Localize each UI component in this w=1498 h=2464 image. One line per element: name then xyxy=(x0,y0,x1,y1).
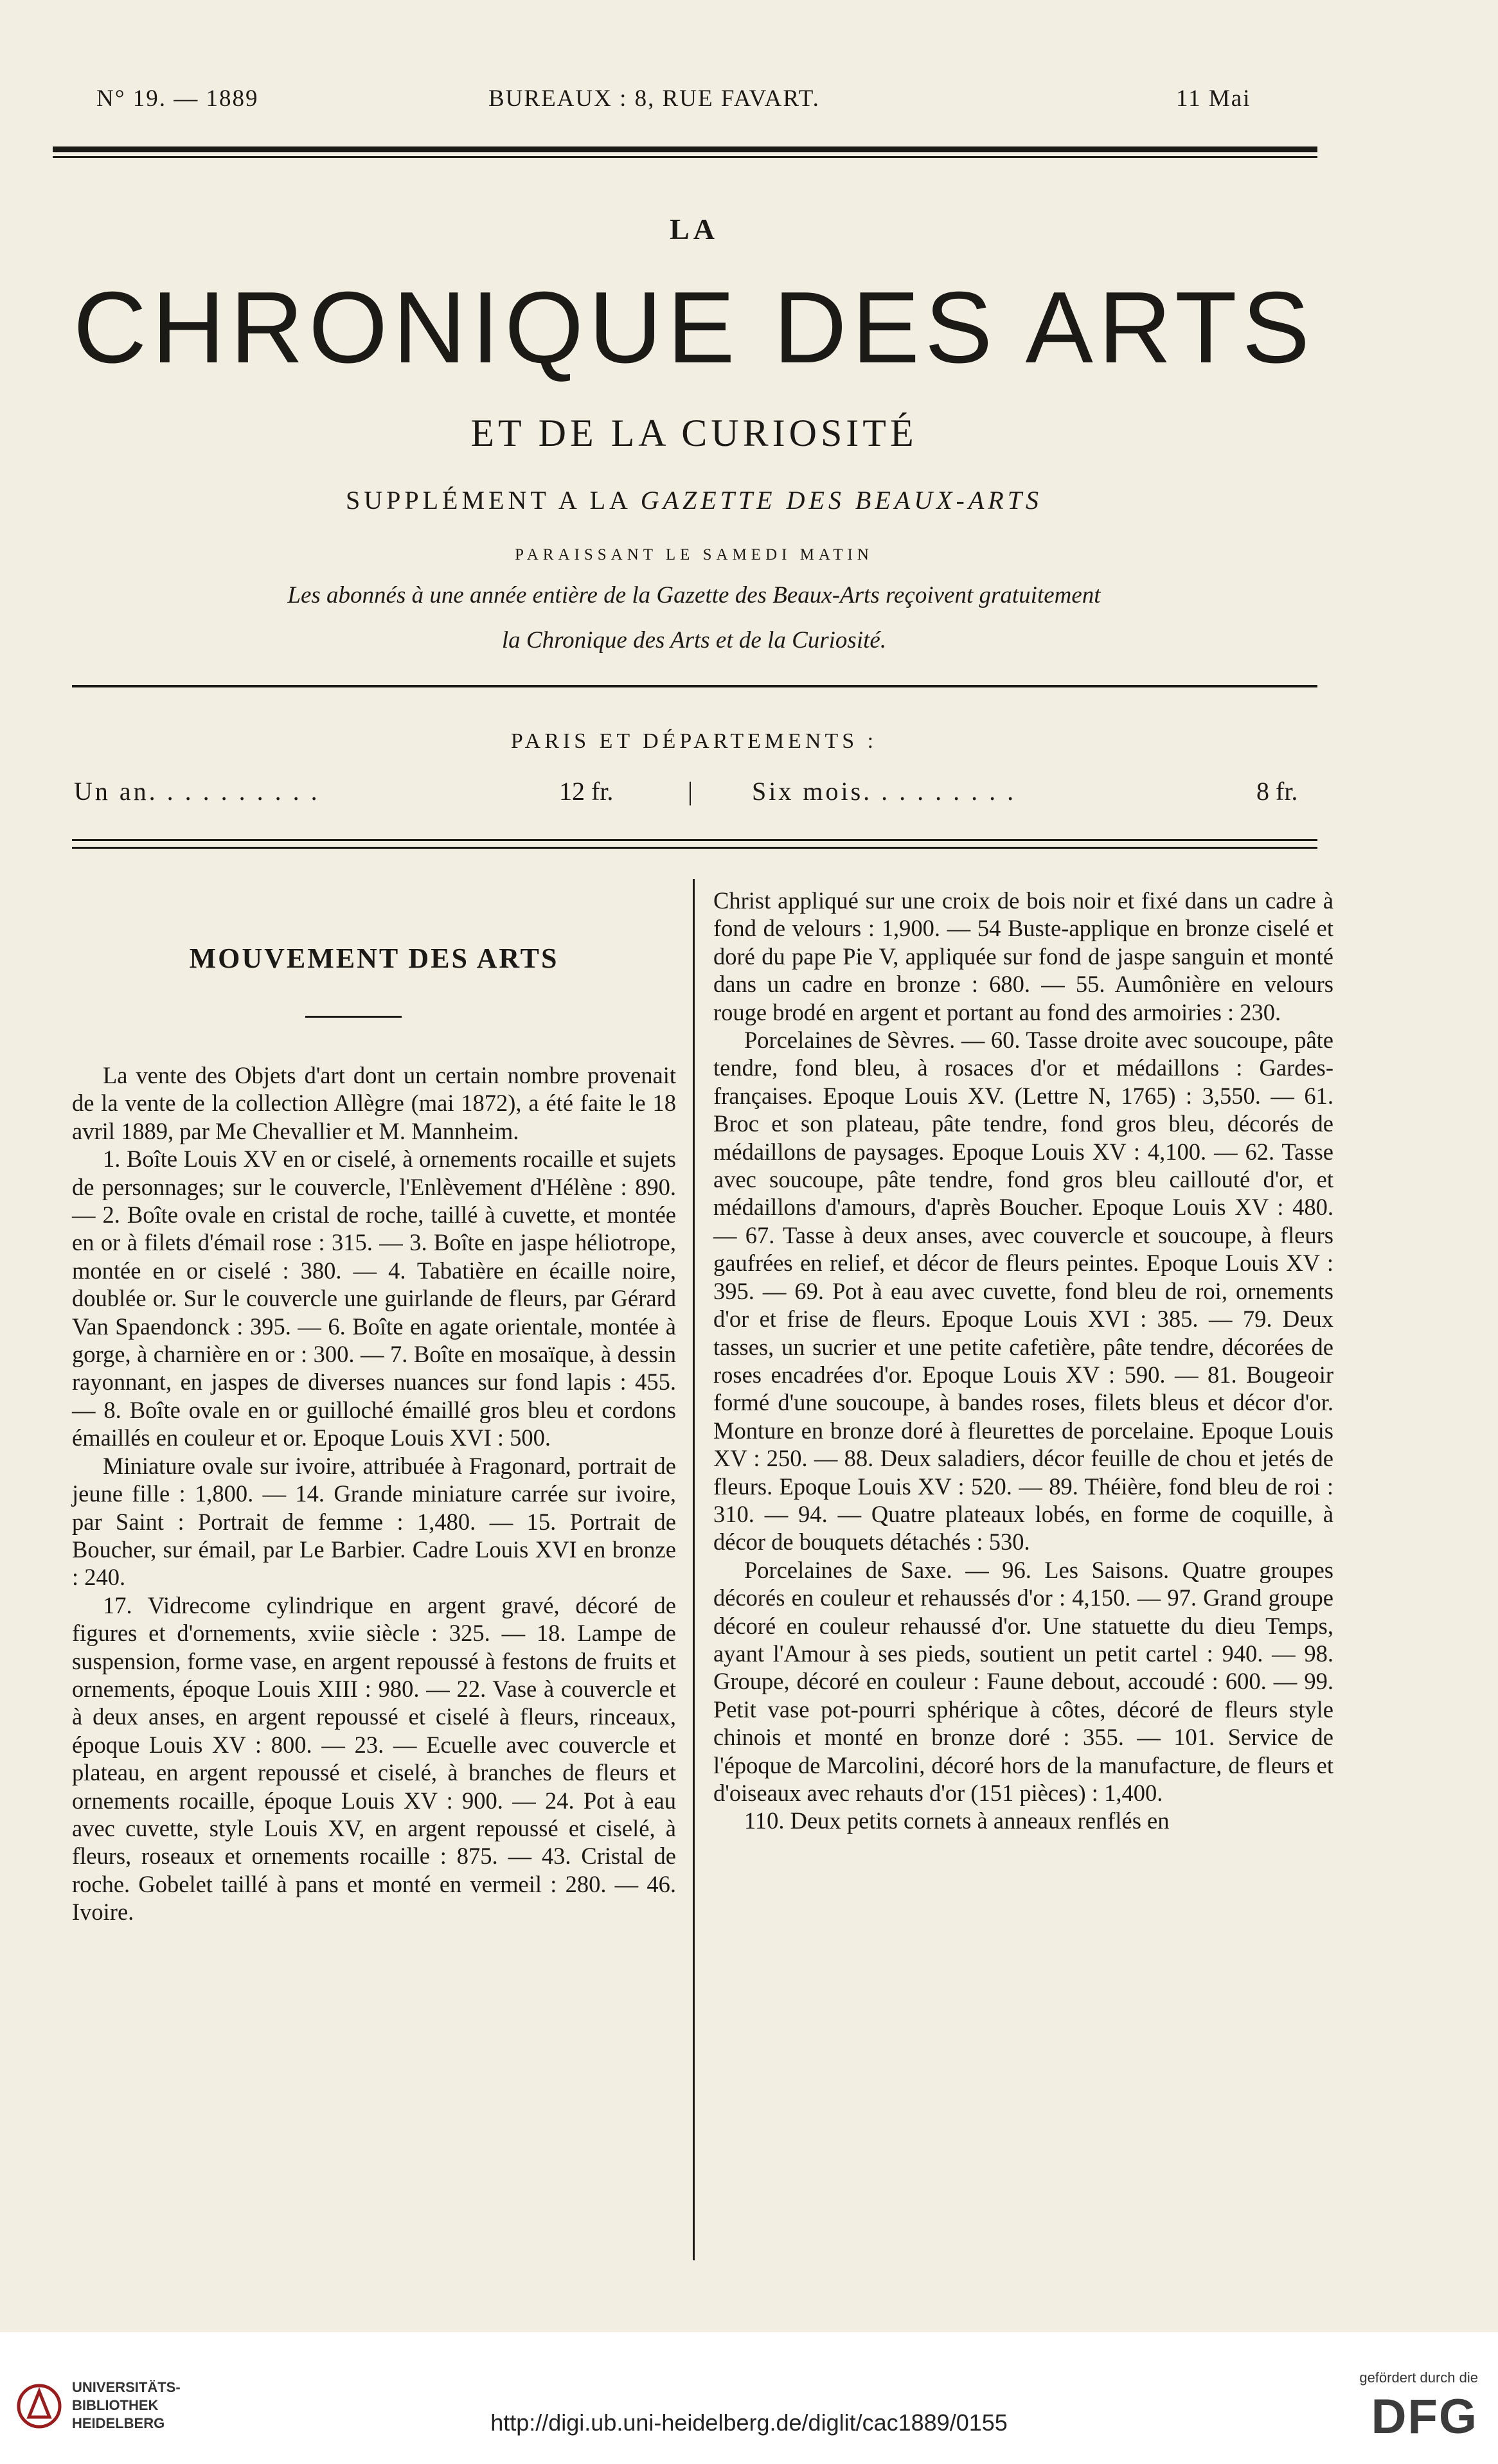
left-paragraph: La vente des Objets d'art dont un certain nombre provenait de la vente de la collection Allègre (mai 1872), a été faite le 18 avril 1889, par Me Chevallier et M. Mannheim. xyxy=(72,1062,676,1144)
header-heavy-rule xyxy=(53,146,1317,152)
article-title: MOUVEMENT DES ARTS xyxy=(189,943,559,974)
right-paragraph: 110. Deux petits cornets à anneaux renflés en xyxy=(744,1807,1170,1834)
office-address: BUREAUX : 8, RUE FAVART. xyxy=(488,85,820,112)
notice-line-2: la Chronique des Arts et de la Curiosité. xyxy=(501,627,887,653)
semester-label: Six mois. . . . . . . . . xyxy=(752,777,1017,806)
library-line-2: BIBLIOTHEK xyxy=(72,2397,159,2413)
library-line-1: UNIVERSITÄTS- xyxy=(72,2379,181,2395)
left-column xyxy=(72,1061,676,1926)
price-separator: | xyxy=(688,777,693,806)
left-paragraph: 1. Boîte Louis XV en or ciselé, à ornements rocaille et sujets de personnages; sur le couvercle, l'Enlèvement d'Hélène : 890. — 2. Boîte ovale en cristal de roche, taillé à cuvette, et montée en or à filets d'émail rose : 315. — 3. Boîte en jaspe héliotrope, montée en or ciselé : 380. — 4. Tabatière en écaille noire, doublée or. Sur le couvercle une guirlande de fleurs, par Gérard Van Spaendonck : 395. — 6. Boîte en agate orientale, montée à gorge, à charnière en or : 300. — 7. Boîte en mosaïque, à dessin rayonnant, en jaspes de diverses nuances sur fond lapis : 455. — 8. Boîte ovale en or guilloché émaillé gros bleu et cordons émaillés en couleur et or. Epoque Louis XVI : 500. xyxy=(72,1146,676,1451)
supplement-gazette: GAZETTE DES BEAUX-ARTS xyxy=(640,486,1042,515)
right-paragraph: Christ appliqué sur une croix de bois noir et fixé dans un cadre à fond de velours : 1,900. — 54 Buste-applique en bronze ciselé et doré du pape Pie V, appliquée sur fond de jaspe sanguin et monté dans un cadre en bronze : 680. — 55. Aumônière en velours rouge brodé en argent et portant au fond des armoiries : 230. xyxy=(713,887,1333,1025)
subscription-rule-1 xyxy=(72,839,1317,841)
right-paragraph: Porcelaines de Saxe. — 96. Les Saisons. Quatre groupes décorés en couleur et rehaussés d'or : 4,150. — 97. Grand groupe décoré en couleur rehaussé d'or. Une statuette du dieu Temps, ayant l'Amour à ses pieds, soutient un petit cartel : 940. — 98. Groupe, décoré en couleur : Faune debout, accoudé : 600. — 99. Petit vase pot-pourri sphérique à côtes, décoré de fleurs style chinois et monté en bronze doré : 355. — 101. Service de l'époque de Marcolini, décoré hors de la manufacture, de fleurs et d'oiseaux avec rehauts d'or (151 pièces) : 1,400. xyxy=(713,1556,1333,1806)
annual-label: Un an. . . . . . . . . . xyxy=(74,777,320,806)
left-paragraph: Miniature ovale sur ivoire, attribuée à Fragonard, portrait de jeune fille : 1,800. — 14. Grande miniature carrée sur ivoire, par Saint : Portrait de femme : 1,480. — 15. Portrait de Boucher, sur émail, par Le Barbier. Cadre Louis XVI en bronze : 240. xyxy=(72,1452,676,1591)
funder-logo: DFG xyxy=(1371,2389,1478,2444)
library-line-3: HEIDELBERG xyxy=(72,2415,165,2431)
header-thin-rule xyxy=(53,156,1317,158)
subscription-rule-2 xyxy=(72,847,1317,849)
right-paragraph: Porcelaines de Sèvres. — 60. Tasse droite avec soucoupe, pâte tendre, fond bleu, à rosaces d'or et médaillons : Gardes-françaises. Epoque Louis XV. (Lettre N, 1765) : 3,550. — 61. Broc et son plateau, pâte tendre, fond gros bleu, décorés de médaillons de paysages. Epoque Louis XV : 4,100. — 62. Tasse avec soucoupe, pâte tendre, fond gros bleu caillouté d'or, et médaillons d'amours, d'après Boucher. Epoque Louis XV : 480. — 67. Tasse à deux anses, avec couvercle et soucoupe, à fleurs gaufrées en relief, et décor de fleurs peintes. Epoque Louis XV : 395. — 69. Pot à eau avec cuvette, fond bleu de roi, ornements d'or et frise de fleurs. Epoque Louis XVI : 385. — 79. Deux tasses, un sucrier et une petite cafetière, pâte tendre, décorées de roses encadrées d'or. Epoque Louis XV : 590. — 81. Bougeoir formé d'une soucoupe, à bandes roses, filets bleus et décor d'or. Monture en bronze doré à fleurettes de porcelaine. Epoque Louis XV : 250. — 88. Deux saladiers, décor feuille de chou et jetés de fleurs. Epoque Louis XV : 520. — 89. Théière, fond bleu de roi : 310. — 94. — Quatre plateaux lobés, en forme de coquille, à décor de bouquets détachés : 530. xyxy=(713,1027,1333,1556)
masthead-title: CHRONIQUE DES ARTS xyxy=(73,271,1315,384)
subscription-heading: PARIS ET DÉPARTEMENTS : xyxy=(510,729,878,753)
funded-by-label: gefördert durch die xyxy=(1359,2370,1478,2386)
supplement-prefix: SUPPLÉMENT A LA xyxy=(346,486,630,515)
column-divider xyxy=(693,879,695,2260)
issue-number: N° 19. — 1889 xyxy=(96,85,259,112)
annual-price: 12 fr. xyxy=(559,777,614,806)
masthead-article: LA xyxy=(670,213,718,245)
supplement-line xyxy=(0,485,1388,515)
notice-line-1: Les abonnés à une année entière de la Gazette des Beaux-Arts reçoivent gratuitement xyxy=(287,582,1101,608)
title-rule xyxy=(305,1016,402,1018)
left-paragraph: 17. Vidrecome cylindrique en argent gravé, décoré de figures et d'ornements, xviie siècle : 325. — 18. Lampe de suspension, forme vase, en argent repoussé à festons de fruits et ornements, époque Louis XIII : 980. — 22. Vase à couvercle et à deux anses, en argent repoussé et ciselé à fleurs, rinceaux, époque Louis XV : 800. — 23. — Ecuelle avec couvercle et plateau, en argent repoussé et ciselé, à branches de fleurs et ornements rocaille, époque Louis XV : 900. — 24. Pot à eau avec cuvette, style Louis XV, en argent repoussé et ciselé, à fleurs, roseaux et ornements rocaille : 875. — 43. Cristal de roche. Gobelet taillé à pans et monté en vermeil : 280. — 46. Ivoire. xyxy=(72,1591,676,1926)
right-column xyxy=(713,887,1333,1835)
semester-price: 8 fr. xyxy=(1256,777,1298,806)
masthead-rule xyxy=(72,685,1317,687)
permalink[interactable]: http://digi.ub.uni-heidelberg.de/diglit/cac1889/0155 xyxy=(490,2409,1008,2436)
masthead-subtitle: ET DE LA CURIOSITÉ xyxy=(470,412,918,454)
digitization-footer xyxy=(0,2332,1498,2464)
frequency-line: PARAISSANT LE SAMEDI MATIN xyxy=(515,546,873,563)
issue-date: 11 Mai xyxy=(1176,85,1251,112)
